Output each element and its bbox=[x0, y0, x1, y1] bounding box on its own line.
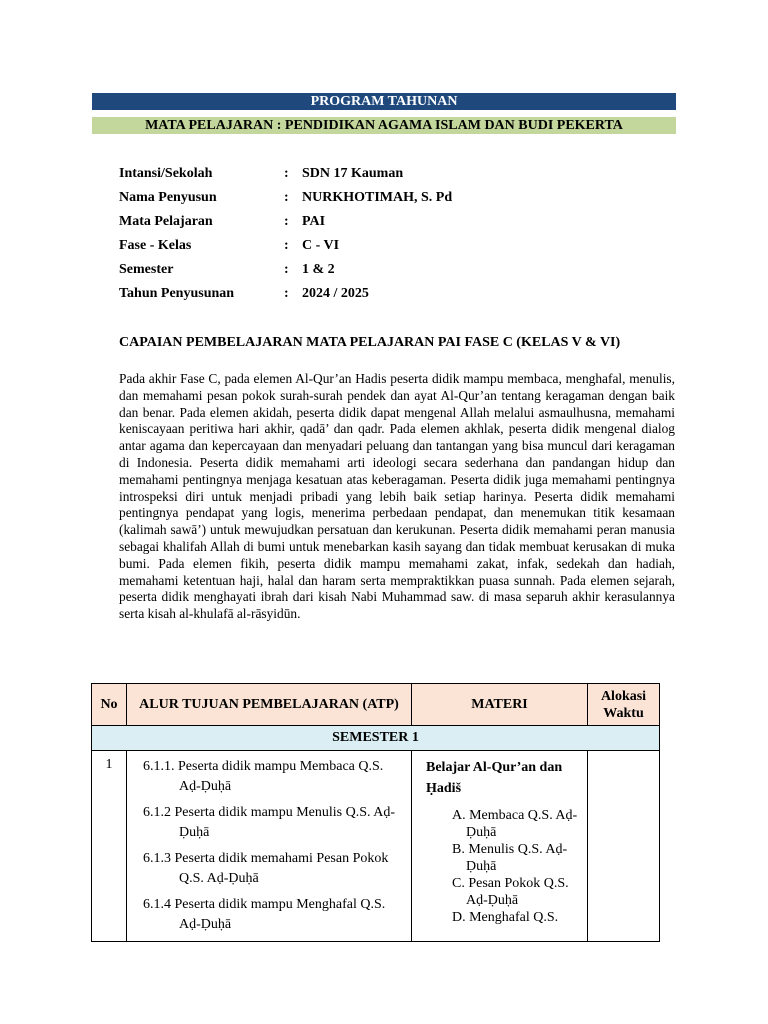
identity-label: Fase - Kelas bbox=[119, 238, 192, 253]
atp-item: 6.1.4 Peserta didik mampu Menghafal Q.S. Aḍ-Ḍuḥā bbox=[143, 897, 386, 932]
header-alokasi: Alokasi Waktu bbox=[588, 684, 660, 726]
identity-row-school bbox=[119, 164, 659, 188]
table-row bbox=[92, 751, 660, 942]
semester-row bbox=[92, 726, 660, 751]
atp-item: 6.1.3 Peserta didik memahami Pesan Pokok Q.S. Aḍ-Ḍuḥā bbox=[143, 851, 389, 886]
identity-colon: : bbox=[284, 214, 289, 229]
identity-label: Semester bbox=[119, 262, 174, 277]
materi-item: D. Menghafal Q.S. bbox=[452, 910, 559, 925]
identity-row-phase bbox=[119, 236, 659, 260]
atp-table bbox=[91, 683, 660, 942]
atp-item: 6.1.2 Peserta didik mampu Menulis Q.S. Aḍ-Ḍuḥā bbox=[143, 805, 395, 840]
identity-value: PAI bbox=[302, 214, 326, 229]
table-header-row bbox=[92, 684, 660, 726]
materi-cell bbox=[412, 751, 588, 942]
identity-colon: : bbox=[284, 262, 289, 277]
identity-value: NURKHOTIMAH, S. Pd bbox=[302, 190, 453, 205]
capaian-paragraph: Pada akhir Fase C, pada elemen Al-Qur’an Hadis peserta didik mampu membaca, menghafal, menulis, dan memahami pesan pokok surah-surah pendek dan ayat Al-Qur’an tentang keragaman dengan baik dan benar. Pada elemen akidah, peserta didik dapat mengenal Allah melalui asmaulhusna, memahami keniscayaan peritiwa hari akhir, qadā’ dan qadr. Pada elemen akhlak, peserta didik mengenal dialog antar agama dan kepercayaan dan menyadari peluang dan tantangan yang bisa muncul dari keragaman di Indonesia. Peserta didik memahami arti ideologi secara sederhana dan pandangan hidup dan memahami pentingnya menjaga kesatuan atas keberagaman. Peserta didik juga memahami pentingnya introspeksi diri untuk menjadi pribadi yang lebih baik setiap harinya. Peserta didik memahami pentingnya pendapat yang logis, menerima perbedaan pendapat, dan menemukan titik kesamaan (kalimah sawā’) untuk mewujudkan persatuan dan kerukunan. Peserta didik memahami peran manusia sebagai khalifah Allah di bumi untuk menebarkan kasih sayang dan tidak membuat kerusakan di muka bumi. Pada elemen fikih, peserta didik mampu memahami zakat, infak, sedekah dan hadiah, memahami ketentuan haji, halal dan haram serta mempraktikkan puasa sunnah. Pada elemen sejarah, peserta didik menghayati ibrah dari kisah Nabi Muhammad saw. di masa separuh akhir kerasulannya serta kisah al-khulafā al-rāsyidūn. bbox=[119, 371, 675, 622]
alokasi-cell bbox=[588, 751, 660, 942]
identity-colon: : bbox=[284, 238, 289, 253]
header-no: No bbox=[92, 684, 127, 726]
semester-label: SEMESTER 1 bbox=[92, 726, 660, 751]
identity-value: 2024 / 2025 bbox=[302, 286, 369, 301]
identity-row-year bbox=[119, 284, 659, 308]
identity-label: Tahun Penyusunan bbox=[119, 286, 235, 301]
identity-label: Mata Pelajaran bbox=[119, 214, 213, 229]
identity-value: 1 & 2 bbox=[302, 262, 335, 277]
identity-row-semester bbox=[119, 260, 659, 284]
identity-colon: : bbox=[284, 190, 289, 205]
materi-title: Belajar Al-Qur’an dan Ḥadiš bbox=[426, 760, 563, 796]
identity-label: Nama Penyusun bbox=[119, 190, 217, 205]
identity-value: SDN 17 Kauman bbox=[302, 166, 404, 181]
identity-block bbox=[119, 164, 659, 308]
subject-banner: MATA PELAJARAN : PENDIDIKAN AGAMA ISLAM DAN BUDI PEKERTA bbox=[92, 117, 676, 134]
identity-colon: : bbox=[284, 286, 289, 301]
identity-row-author bbox=[119, 188, 659, 212]
materi-item: B. Menulis Q.S. Aḍ-Ḍuḥā bbox=[452, 842, 568, 874]
capaian-heading: CAPAIAN PEMBELAJARAN MATA PELAJARAN PAI FASE C (KELAS V & VI) bbox=[119, 335, 621, 350]
atp-cell bbox=[127, 751, 412, 942]
materi-list bbox=[426, 807, 579, 926]
identity-value: C - VI bbox=[302, 238, 340, 253]
materi-item: C. Pesan Pokok Q.S. Aḍ-Ḍuḥā bbox=[452, 876, 569, 908]
program-title: PROGRAM TAHUNAN bbox=[92, 93, 676, 110]
row-number: 1 bbox=[92, 751, 127, 942]
atp-item: 6.1.1. Peserta didik mampu Membaca Q.S. Aḍ-Ḍuḥā bbox=[143, 759, 384, 794]
identity-row-subject bbox=[119, 212, 659, 236]
header-atp: ALUR TUJUAN PEMBELAJARAN (ATP) bbox=[127, 684, 412, 726]
header-materi: MATERI bbox=[412, 684, 588, 726]
identity-colon: : bbox=[284, 166, 289, 181]
identity-label: Intansi/Sekolah bbox=[119, 166, 213, 181]
materi-item: A. Membaca Q.S. Aḍ-Ḍuḥā bbox=[452, 808, 578, 840]
